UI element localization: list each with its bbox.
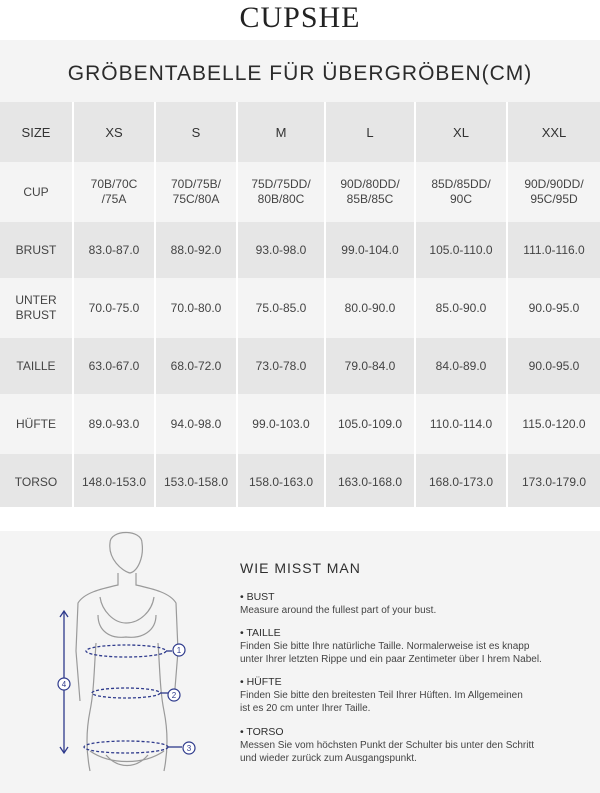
table-cell: 94.0-98.0 — [155, 394, 237, 454]
row-label: HÜFTE — [0, 394, 73, 454]
table-cell: 88.0-92.0 — [155, 222, 237, 278]
table-cell: 115.0-120.0 — [507, 394, 600, 454]
guide-item-heading: • TAILLE — [240, 627, 281, 639]
guide-item-heading: • BUST — [240, 591, 275, 603]
header-cell: SIZE — [0, 102, 73, 162]
table-cell: 111.0-116.0 — [507, 222, 600, 278]
body-figure-illustration — [40, 531, 220, 793]
marker-1-label: 1 — [176, 646, 182, 655]
section-divider — [0, 507, 600, 531]
marker-2-label: 2 — [171, 691, 177, 700]
body-outline — [76, 533, 178, 772]
row-label: TORSO — [0, 454, 73, 510]
table-cell: 90D/80DD/ 85B/85C — [325, 162, 415, 222]
table-cell: 83.0-87.0 — [73, 222, 155, 278]
bust-measure-line — [86, 645, 166, 657]
header-cell: L — [325, 102, 415, 162]
waist-measure-line — [92, 688, 160, 698]
guide-item-huefte — [240, 676, 595, 715]
guide-item-text: Finden Sie bitte den breitesten Teil Ihrer Hüften. Im Allgemeinen — [240, 690, 523, 701]
table-cell: 80.0-90.0 — [325, 278, 415, 338]
guide-item-heading: • TORSO — [240, 726, 284, 738]
table-cell: 90D/90DD/ 95C/95D — [507, 162, 600, 222]
table-cell: 73.0-78.0 — [237, 338, 325, 394]
guide-item-taille — [240, 627, 595, 666]
table-cell: 158.0-163.0 — [237, 454, 325, 510]
table-header-row — [0, 102, 600, 162]
table-cell: 75.0-85.0 — [237, 278, 325, 338]
table-row-taille — [0, 338, 600, 394]
row-label: CUP — [0, 162, 73, 222]
table-row-huefte — [0, 394, 600, 454]
table-cell: 63.0-67.0 — [73, 338, 155, 394]
table-cell: 68.0-72.0 — [155, 338, 237, 394]
table-row-brust — [0, 222, 600, 278]
guide-item-torso — [240, 726, 595, 765]
table-cell: 105.0-109.0 — [325, 394, 415, 454]
table-cell: 79.0-84.0 — [325, 338, 415, 394]
table-cell: 105.0-110.0 — [415, 222, 507, 278]
table-cell: 70B/70C /75A — [73, 162, 155, 222]
table-cell: 90.0-95.0 — [507, 338, 600, 394]
size-chart-title: GRÖBENTABELLE FÜR ÜBERGRÖBEN(CM) — [67, 62, 533, 85]
size-table — [0, 102, 600, 510]
table-cell: 173.0-179.0 — [507, 454, 600, 510]
table-cell: 70.0-75.0 — [73, 278, 155, 338]
table-cell: 85.0-90.0 — [415, 278, 507, 338]
table-cell: 99.0-104.0 — [325, 222, 415, 278]
header-cell: S — [155, 102, 237, 162]
table-cell: 70.0-80.0 — [155, 278, 237, 338]
guide-item-text: Messen Sie vom höchsten Punkt der Schulter bis unter den Schritt — [240, 740, 535, 751]
table-cell: 99.0-103.0 — [237, 394, 325, 454]
guide-item-text: unter Ihrer letzten Rippe und ein paar Zentimeter über I hrem Nabel. — [240, 654, 542, 665]
guide-item-text: Measure around the fullest part of your bust. — [240, 605, 437, 616]
header-cell: XXL — [507, 102, 600, 162]
table-cell: 93.0-98.0 — [237, 222, 325, 278]
marker-3-label: 3 — [186, 744, 192, 753]
header-cell: M — [237, 102, 325, 162]
table-cell: 85D/85DD/ 90C — [415, 162, 507, 222]
guide-item-bust — [240, 591, 595, 617]
table-row-torso — [0, 454, 600, 510]
header-cell: XS — [73, 102, 155, 162]
brand-logo: CUPSHE — [239, 1, 361, 34]
table-cell: 89.0-93.0 — [73, 394, 155, 454]
guide-title: WIE MISST MAN — [240, 560, 361, 576]
table-cell: 148.0-153.0 — [73, 454, 155, 510]
table-cell: 168.0-173.0 — [415, 454, 507, 510]
guide-item-text: und wieder zurück zum Ausgangspunkt. — [240, 753, 417, 764]
guide-item-heading: • HÜFTE — [240, 676, 282, 688]
table-cell: 163.0-168.0 — [325, 454, 415, 510]
table-cell: 110.0-114.0 — [415, 394, 507, 454]
row-label: TAILLE — [0, 338, 73, 394]
table-row-unterbrust — [0, 278, 600, 338]
guide-item-text: ist es 20 cm unter Ihrer Taille. — [240, 703, 371, 714]
guide-item-text: Finden Sie bitte Ihre natürliche Taille. Normalerweise ist es knapp — [240, 641, 530, 652]
row-label: BRUST — [0, 222, 73, 278]
table-cell: 84.0-89.0 — [415, 338, 507, 394]
table-cell: 75D/75DD/ 80B/80C — [237, 162, 325, 222]
row-label: UNTER BRUST — [0, 278, 73, 338]
marker-4-label: 4 — [61, 680, 67, 689]
table-cell: 70D/75B/ 75C/80A — [155, 162, 237, 222]
table-cell: 90.0-95.0 — [507, 278, 600, 338]
header-cell: XL — [415, 102, 507, 162]
hip-measure-line — [84, 741, 168, 753]
table-cell: 153.0-158.0 — [155, 454, 237, 510]
table-row-cup — [0, 162, 600, 222]
